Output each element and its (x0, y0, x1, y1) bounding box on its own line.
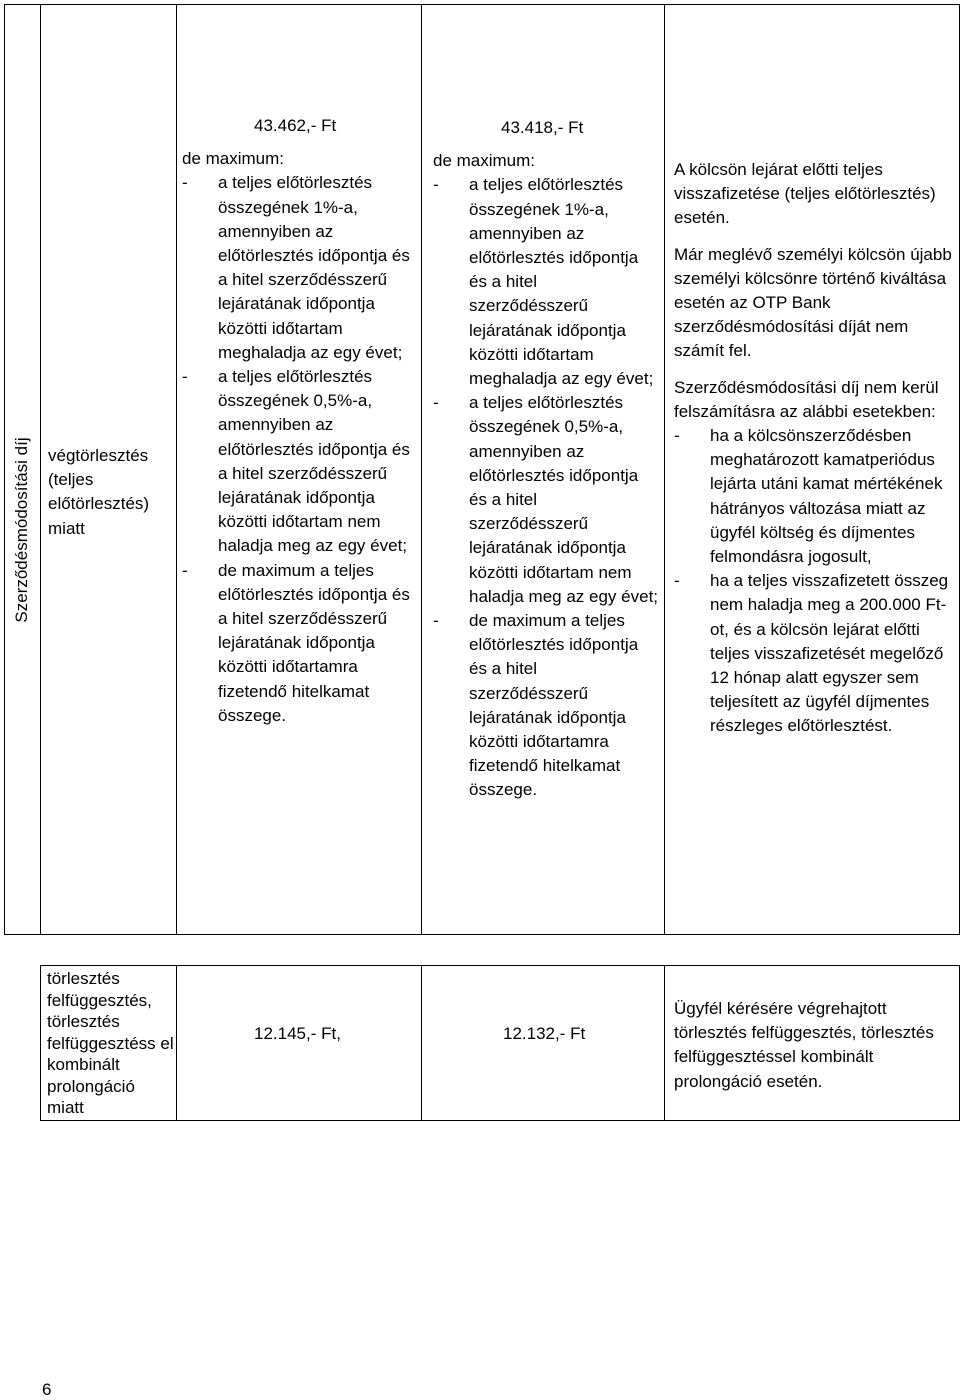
col-divider-2 (176, 4, 177, 935)
row2-price2: 12.132,- Ft (503, 1024, 586, 1043)
list-item: - a teljes előtörlesztés összegének 1%-a, amennyiben az előtörlesztés időpontja és a hitel szerződésszerű lejáratának időpontja közötti időtartam meghaladja az egy évet; (182, 171, 416, 365)
price1-list (182, 171, 416, 728)
row-header-text: Szerződésmódosítási díj (12, 437, 31, 623)
row1-price1 (182, 114, 416, 728)
list-item: - de maximum a teljes előtörlesztés időpontja és a hitel szerződésszerű lejáratának időpontja közötti időtartamra fizetendő hitelkamat összege. (433, 609, 659, 803)
price1-amount: 43.462,- Ft (254, 116, 337, 135)
row1-price2 (433, 116, 659, 803)
col-divider-2b (176, 965, 177, 1121)
row2-conditions: Ügyfél kérésére végrehajtott törlesztés felfüggesztés, törlesztés felfüggesztéssel kombinált prolongáció esetén. (674, 999, 934, 1091)
price2-list (433, 173, 659, 802)
price2-intro: de maximum: (433, 151, 536, 171)
row-header (4, 430, 40, 630)
list-item: - a teljes előtörlesztés összegének 0,5%-a, amennyiben az előtörlesztés időpontja és a hitel szerződésszerű lejáratának időpontja közötti időtartam nem haladja meg az egy évet; (182, 365, 416, 559)
col-divider-4b (664, 965, 665, 1121)
conditions-list (674, 424, 956, 739)
list-item: - a teljes előtörlesztés összegének 0,5%-a, amennyiben az előtörlesztés időpontja és a hitel szerződésszerű lejáratának időpontja közötti időtartam nem haladja meg az egy évet; (433, 391, 659, 609)
list-item: - de maximum a teljes előtörlesztés időpontja és a hitel szerződésszerű lejáratának időpontja közötti időtartamra fizetendő hitelkamat összege. (182, 559, 416, 728)
price1-intro: de maximum: (182, 149, 285, 169)
list-item: - ha a kölcsönszerződésben meghatározott kamatperiódus lejárta utáni kamat mértékének hátrányos változása miatt az ügyfél költség és díjmentes felmondásra jogosult, (674, 424, 956, 569)
list-item: - a teljes előtörlesztés összegének 1%-a, amennyiben az előtörlesztés időpontja és a hitel szerződésszerű lejáratának időpontja közötti időtartam meghaladja az egy évet; (433, 173, 659, 391)
row2-label: törlesztés felfüggesztés, törlesztés felfüggesztéss el kombinált prolongáció miatt (47, 969, 174, 1117)
col-divider-3b (421, 965, 422, 1121)
col-divider-1 (40, 4, 41, 935)
list-item: - ha a teljes visszafizetett összeg nem haladja meg a 200.000 Ft-ot, és a kölcsön lejárat előtti teljes visszafizetését megelőző 12 hónap alatt egyszer sem teljesített az ügyfél díjmentes részleges előtörlesztést. (674, 569, 956, 738)
row1-label: végtörlesztés (teljes előtörlesztés) miatt (48, 446, 150, 538)
price2-amount: 43.418,- Ft (501, 118, 584, 137)
col-divider-4 (664, 4, 665, 935)
row2-price1: 12.145,- Ft, (254, 1024, 341, 1043)
row1-conditions (674, 158, 956, 739)
conditions-p1: A kölcsön lejárat előtti teljes visszafizetése (teljes előtörlesztés) esetén. (674, 160, 936, 228)
page-number: 6 (42, 1380, 52, 1399)
col-divider-3 (421, 4, 422, 935)
conditions-p2: Már meglévő személyi kölcsön újabb személyi kölcsönre történő kiváltása esetén az OTP Bank szerződésmódosítási díját nem számít fel. (674, 244, 952, 361)
conditions-p3: Szerződésmódosítási díj nem kerül felszámításra az alábbi esetekben: (674, 377, 939, 421)
